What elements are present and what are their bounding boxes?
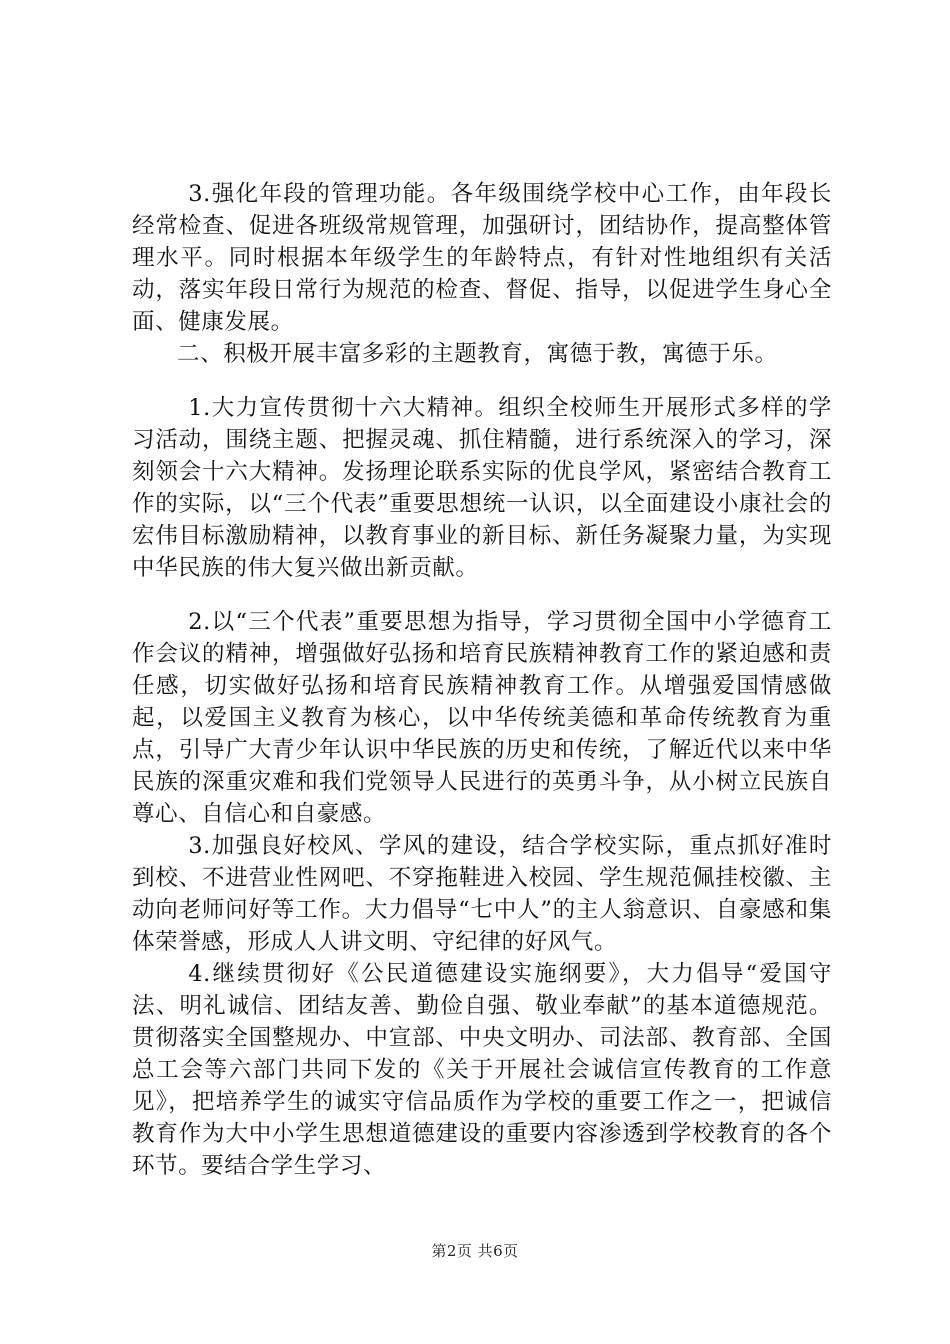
document-body	[132, 178, 832, 1182]
paragraph-3: 2.以“三个代表”重要思想为指导，学习贯彻全国中小学德育工作会议的精神，增强做好弘扬和培育民族精神教育工作的紧迫感和责任感，切实做好弘扬和培育民族精神教育工作。从增强爱国情感做起，以爱国主义教育为核心，以中华传统美德和革命传统教育为重点，引导广大青少年认识中华民族的历史和传统，了解近代以来中华民族的深重灾难和我们党领导人民进行的英勇斗争，从小树立民族自尊心、自信心和自豪感。	[132, 609, 832, 827]
paragraph-4: 3.加强良好校风、学风的建设，结合学校实际，重点抓好准时到校、不进营业性网吧、不穿拖鞋进入校园、学生规范佩挂校徽、主动向老师问好等工作。大力倡导“七中人”的主人翁意识、自豪感和集体荣誉感，形成人人讲文明、守纪律的好风气。	[132, 833, 832, 955]
paragraph-1: 3.强化年段的管理功能。各年级围绕学校中心工作，由年段长经常检查、促进各班级常规管理，加强研讨，团结协作，提高整体管理水平。同时根据本年级学生的年龄特点，有针对性地组织有关活动，落实年段日常行为规范的检查、督促、指导，以促进学生身心全面、健康发展。	[132, 181, 832, 335]
paragraph-5: 4.继续贯彻好《公民道德建设实施纲要》，大力倡导“爱国守法、明礼诚信、团结友善、勤俭自强、敬业奉献”的基本道德规范。贯彻落实全国整规办、中宣部、中央文明办、司法部、教育部、全国总工会等六部门共同下发的《关于开展社会诚信宣传教育的工作意见》，把培养学生的诚实守信品质作为学校的重要工作之一，把诚信教育作为大中小学生思想道德建设的重要内容渗透到学校教育的各个环节。要结合学生学习、	[132, 961, 832, 1179]
section-heading-2: 二、积极开展丰富多彩的主题教育，寓德于教，寓德于乐。	[177, 341, 778, 367]
paragraph-2: 1.大力宣传贯彻十六大精神。组织全校师生开展形式多样的学习活动，围绕主题、把握灵魂、抓住精髓，进行系统深入的学习，深刻领会十六大精神。发扬理论联系实际的优良学风，紧密结合教育工作的实际，以“三个代表”重要思想统一认识，以全面建设小康社会的宏伟目标激励精神，以教育事业的新目标、新任务凝聚力量，为实现中华民族的伟大复兴做出新贡献。	[132, 395, 832, 581]
page-number-footer: 第2页 共6页	[431, 1242, 519, 1260]
